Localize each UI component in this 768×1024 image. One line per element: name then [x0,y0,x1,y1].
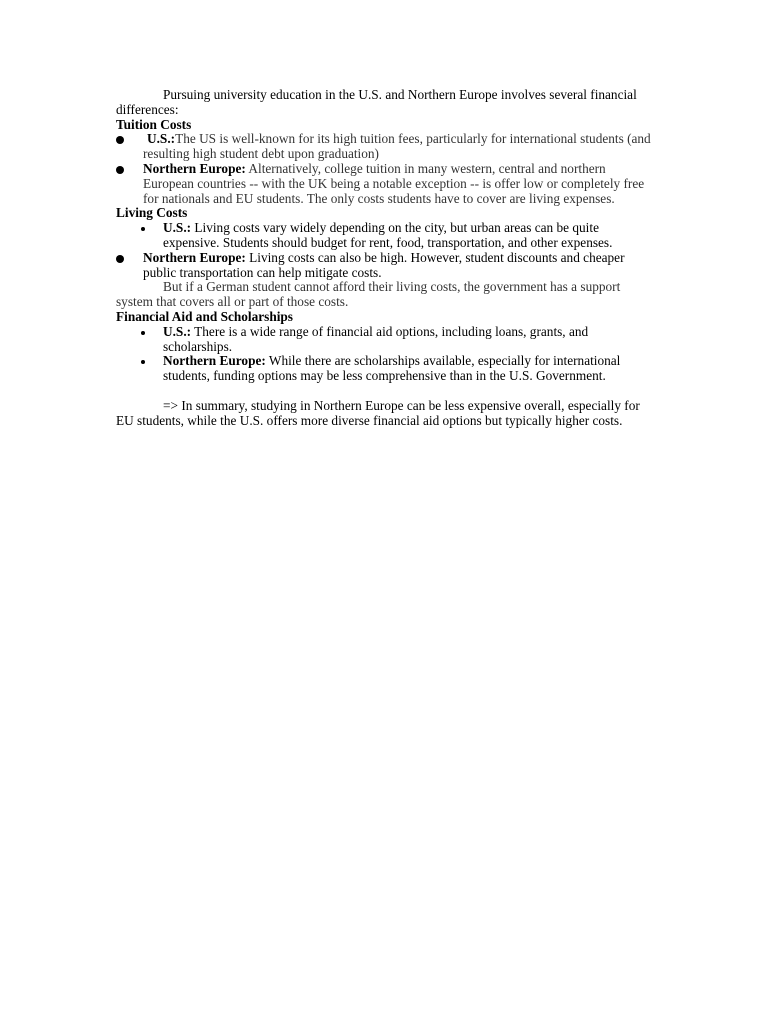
us-text: There is a wide range of financial aid options, including loans, grants, and scholarships. [163,323,589,354]
list-item [116,251,656,281]
list-item [116,325,656,355]
ne-label: Northern Europe: [143,249,246,265]
us-label: U.S.: [163,323,192,339]
ne-text: Living costs can also be high. However, student discounts and cheaper public transportation can help mitigate costs. [143,249,625,280]
ne-label: Northern Europe: [143,160,246,176]
blank-line [116,384,656,399]
living-heading: Living Costs [116,205,188,221]
bullet-icon [116,166,124,174]
bullet-icon [141,331,145,335]
ne-label: Northern Europe: [163,353,266,369]
ne-text: Alternatively, college tuition in many western, central and northern European countries -- with the UK being a notable exception -- is offer low or completely free for nationals and EU students. The only costs students have to cover are living expenses. [143,160,645,206]
us-text: Living costs vary widely depending on the city, but urban areas can be quite expensive. Students should budget for rent, food, transportation, and other expenses. [163,220,613,250]
tuition-heading: Tuition Costs [116,116,192,132]
ne-text: While there are scholarships available, especially for international students, funding options may be less comprehensive than in the U.S. Government. [163,353,621,384]
intro-paragraph: Pursuing university education in the U.S. and Northern Europe involves several financial differences: [116,87,637,117]
list-item [116,162,656,206]
us-label: U.S.: [163,220,192,236]
bullet-icon [116,255,124,263]
summary-paragraph: => In summary, studying in Northern Europe can be less expensive overall, especially for EU students, while the U.S. offers more diverse financial aid options but typically higher costs. [116,397,640,428]
list-item [116,132,656,162]
bullet-icon [116,136,124,144]
tuition-list [116,132,656,206]
living-list [116,221,656,280]
us-label: U.S.: [147,131,176,147]
us-text: The US is well-known for its high tuition fees, particularly for international students (and resulting high student debt upon graduation) [143,131,651,162]
aid-heading: Financial Aid and Scholarships [116,308,293,324]
aid-list [116,325,656,384]
german-note: But if a German student cannot afford their living costs, the government has a support system that covers all or part of those costs. [116,279,621,310]
document-page [116,88,656,428]
bullet-icon [141,360,145,364]
list-item [116,221,656,251]
list-item [116,354,656,384]
bullet-icon [141,227,145,231]
